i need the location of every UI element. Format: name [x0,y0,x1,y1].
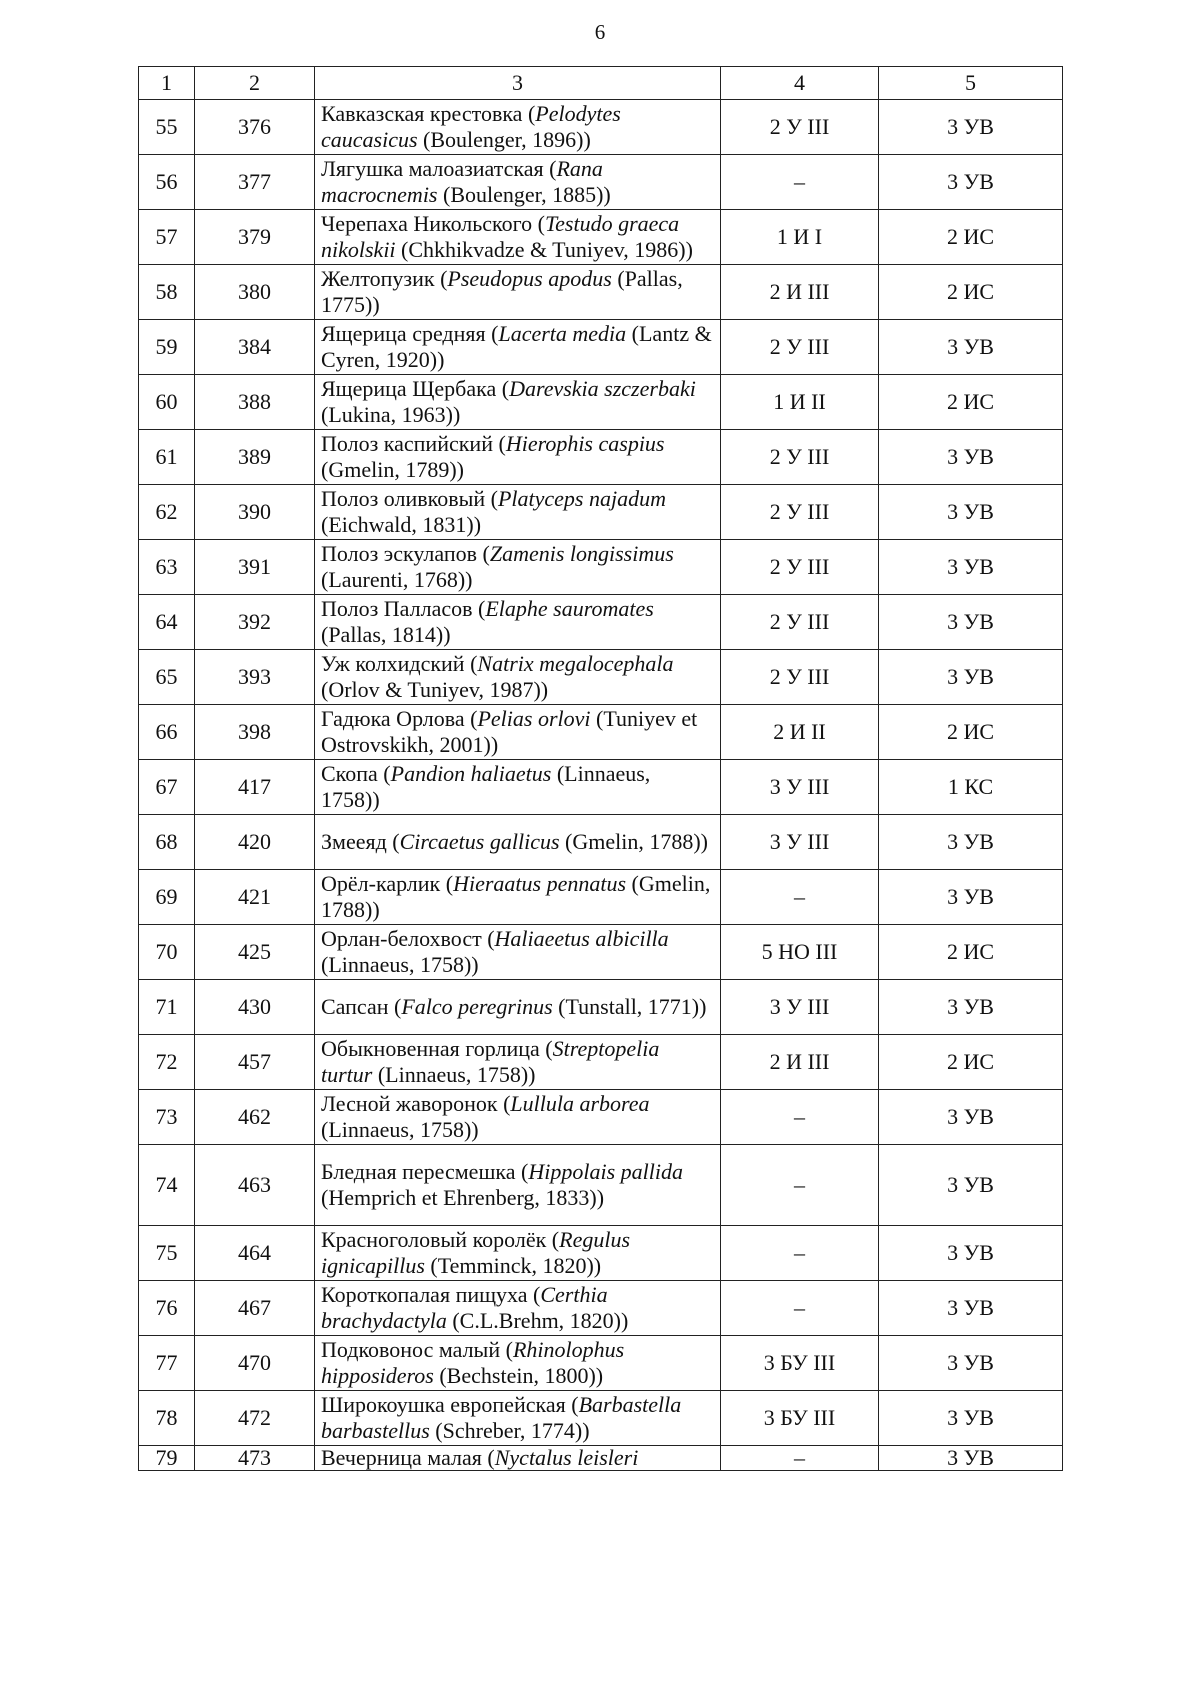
table-row [139,320,1063,375]
category-cell: 2 У III [721,100,879,155]
species-author: (Temminck, 1820)) [430,1253,602,1278]
row-number-cell: 68 [139,815,195,870]
species-name-cell: Желтопузик (Pseudopus apodus (Pallas, 1775)) [315,265,721,320]
species-name-cell: Змееяд (Circaetus gallicus (Gmelin, 1788)) [315,815,721,870]
species-author: (Bechstein, 1800)) [439,1363,604,1388]
species-author: (Boulenger, 1896)) [423,127,591,152]
table-row [139,540,1063,595]
category-cell: 2 У III [721,485,879,540]
table-row [139,980,1063,1035]
species-name-cell: Обыкновенная горлица (Streptopelia turtur (Linnaeus, 1758)) [315,1035,721,1090]
row-number-cell: 60 [139,375,195,430]
species-russian-name: Орлан-белохвост [321,926,482,951]
row-number-cell: 73 [139,1090,195,1145]
species-id-cell: 457 [195,1035,315,1090]
species-id-cell: 464 [195,1226,315,1281]
species-id-cell: 376 [195,100,315,155]
species-author: (Pallas, 1775)) [321,266,683,317]
category-cell: 2 И II [721,705,879,760]
column-header: 1 [139,67,195,100]
category-cell: 2 У III [721,320,879,375]
species-author: (Gmelin, 1789)) [321,457,464,482]
category-cell: 3 БУ III [721,1336,879,1391]
species-latin-name: Testudo graeca nikolskii [321,211,680,262]
category-cell: – [721,1226,879,1281]
row-number-cell: 57 [139,210,195,265]
status-cell: 3 УВ [879,595,1063,650]
species-russian-name: Полоз эскулапов [321,541,477,566]
status-cell: 3 УВ [879,1391,1063,1446]
row-number-cell: 64 [139,595,195,650]
category-cell: 3 БУ III [721,1391,879,1446]
species-table [138,66,1063,1471]
species-id-cell: 473 [195,1446,315,1471]
table-row [139,815,1063,870]
table-row [139,210,1063,265]
table-row [139,155,1063,210]
status-cell: 3 УВ [879,540,1063,595]
species-name-cell: Орёл-карлик (Hieraatus pennatus (Gmelin, 1788)) [315,870,721,925]
row-number-cell: 71 [139,980,195,1035]
species-id-cell: 470 [195,1336,315,1391]
row-number-cell: 63 [139,540,195,595]
species-latin-name: Haliaeetus albicilla [494,926,669,951]
column-header: 4 [721,67,879,100]
status-cell: 2 ИС [879,375,1063,430]
table-row [139,1336,1063,1391]
species-latin-name: Elaphe sauromates [485,596,654,621]
status-cell: 3 УВ [879,320,1063,375]
species-russian-name: Ящерица Щербака [321,376,497,401]
species-name-cell: Короткопалая пищуха (Certhia brachydactyla (C.L.Brehm, 1820)) [315,1281,721,1336]
species-russian-name: Полоз оливковый [321,486,486,511]
table-row [139,265,1063,320]
species-name-cell: Широкоушка европейская (Barbastella barbastellus (Schreber, 1774)) [315,1391,721,1446]
species-id-cell: 425 [195,925,315,980]
row-number-cell: 58 [139,265,195,320]
species-author: (Lukina, 1963)) [321,402,461,427]
species-russian-name: Лягушка малоазиатская [321,156,544,181]
table-row [139,760,1063,815]
table-row [139,375,1063,430]
species-author: (Lantz & Cyren, 1920)) [321,321,712,372]
category-cell: 3 У III [721,980,879,1035]
status-cell: 3 УВ [879,100,1063,155]
species-author: (Schreber, 1774)) [435,1418,590,1443]
species-id-cell: 389 [195,430,315,485]
species-name-cell: Уж колхидский (Natrix megalocephala (Orlov & Tuniyev, 1987)) [315,650,721,705]
row-number-cell: 61 [139,430,195,485]
table-row [139,1391,1063,1446]
row-number-cell: 56 [139,155,195,210]
species-latin-name: Lullula arborea [510,1091,650,1116]
species-russian-name: Короткопалая пищуха [321,1282,528,1307]
species-latin-name: Regulus ignicapillus [321,1227,631,1278]
table-row [139,1226,1063,1281]
status-cell: 2 ИС [879,265,1063,320]
status-cell: 3 УВ [879,430,1063,485]
species-latin-name: Rana macrocnemis [321,156,603,207]
species-latin-name: Nyctalus leisleri [494,1445,639,1470]
category-cell: – [721,1145,879,1226]
row-number-cell: 77 [139,1336,195,1391]
category-cell: – [721,155,879,210]
category-cell: – [721,1281,879,1336]
table-row [139,595,1063,650]
species-author: (Gmelin, 1788)) [565,829,708,854]
species-russian-name: Гадюка Орлова [321,706,465,731]
species-id-cell: 420 [195,815,315,870]
species-name-cell: Ящерица средняя (Lacerta media (Lantz & Cyren, 1920)) [315,320,721,375]
row-number-cell: 69 [139,870,195,925]
status-cell: 3 УВ [879,815,1063,870]
species-russian-name: Скопа [321,761,378,786]
species-russian-name: Сапсан [321,994,389,1019]
species-name-cell: Лягушка малоазиатская (Rana macrocnemis (Boulenger, 1885)) [315,155,721,210]
category-cell: – [721,1446,879,1471]
species-russian-name: Ящерица средняя [321,321,486,346]
species-id-cell: 467 [195,1281,315,1336]
page-number: 6 [594,20,606,44]
species-id-cell: 421 [195,870,315,925]
table-row [139,100,1063,155]
species-russian-name: Широкоушка европейская [321,1392,566,1417]
status-cell: 3 УВ [879,1145,1063,1226]
species-id-cell: 392 [195,595,315,650]
status-cell: 2 ИС [879,925,1063,980]
species-id-cell: 391 [195,540,315,595]
species-russian-name: Орёл-карлик [321,871,441,896]
species-latin-name: Pelias orlovi [477,706,591,731]
species-table-body [139,67,1063,1471]
species-latin-name: Certhia brachydactyla [321,1282,608,1333]
row-number-cell: 67 [139,760,195,815]
species-id-cell: 380 [195,265,315,320]
status-cell: 2 ИС [879,705,1063,760]
category-cell: 2 У III [721,540,879,595]
species-id-cell: 379 [195,210,315,265]
table-header-row [139,67,1063,100]
status-cell: 3 УВ [879,980,1063,1035]
row-number-cell: 74 [139,1145,195,1226]
category-cell: – [721,870,879,925]
table-row [139,1281,1063,1336]
category-cell: – [721,1090,879,1145]
species-latin-name: Pandion haliaetus [390,761,552,786]
species-id-cell: 462 [195,1090,315,1145]
status-cell: 3 УВ [879,1281,1063,1336]
species-latin-name: Streptopelia turtur [321,1036,660,1087]
category-cell: 1 И I [721,210,879,265]
status-cell: 3 УВ [879,1336,1063,1391]
species-latin-name: Circaetus gallicus [399,829,560,854]
row-number-cell: 59 [139,320,195,375]
status-cell: 3 УВ [879,1090,1063,1145]
status-cell: 1 КС [879,760,1063,815]
column-header: 3 [315,67,721,100]
species-russian-name: Лесной жаворонок [321,1091,498,1116]
species-latin-name: Zamenis longissimus [489,541,674,566]
table-row [139,1145,1063,1226]
species-name-cell: Вечерница малая (Nyctalus leisleri [315,1446,721,1471]
species-name-cell: Подковонос малый (Rhinolophus hipposideros (Bechstein, 1800)) [315,1336,721,1391]
category-cell: 2 У III [721,650,879,705]
species-author: (Linnaeus, 1758)) [377,1062,536,1087]
category-cell: 2 У III [721,595,879,650]
species-id-cell: 463 [195,1145,315,1226]
species-author: (Gmelin, 1788)) [321,871,711,922]
category-cell: 5 НО III [721,925,879,980]
species-russian-name: Подковонос малый [321,1337,501,1362]
species-id-cell: 398 [195,705,315,760]
row-number-cell: 55 [139,100,195,155]
table-row [139,870,1063,925]
species-name-cell: Лесной жаворонок (Lullula arborea (Linnaeus, 1758)) [315,1090,721,1145]
status-cell: 3 УВ [879,485,1063,540]
species-author: (Linnaeus, 1758)) [321,952,479,977]
species-russian-name: Кавказская крестовка [321,101,523,126]
row-number-cell: 75 [139,1226,195,1281]
species-id-cell: 377 [195,155,315,210]
status-cell: 3 УВ [879,155,1063,210]
row-number-cell: 70 [139,925,195,980]
category-cell: 2 И III [721,1035,879,1090]
species-author: (Tunstall, 1771)) [558,994,707,1019]
species-author: (Linnaeus, 1758)) [321,1117,479,1142]
species-latin-name: Natrix megalocephala [477,651,674,676]
species-id-cell: 417 [195,760,315,815]
table-row [139,1090,1063,1145]
species-id-cell: 390 [195,485,315,540]
species-name-cell: Скопа (Pandion haliaetus (Linnaeus, 1758)) [315,760,721,815]
species-latin-name: Falco peregrinus [401,994,553,1019]
species-author: (Boulenger, 1885)) [443,182,611,207]
species-author: (Pallas, 1814)) [321,622,451,647]
species-author: (Laurenti, 1768)) [321,567,473,592]
species-name-cell: Ящерица Щербака (Darevskia szczerbaki (Lukina, 1963)) [315,375,721,430]
species-russian-name: Змееяд [321,829,387,854]
table-row [139,1035,1063,1090]
status-cell: 2 ИС [879,1035,1063,1090]
species-latin-name: Platyceps najadum [497,486,666,511]
row-number-cell: 78 [139,1391,195,1446]
status-cell: 3 УВ [879,1446,1063,1471]
species-id-cell: 430 [195,980,315,1035]
row-number-cell: 79 [139,1446,195,1471]
species-author: (Tuniyev et Ostrovskikh, 2001)) [321,706,698,757]
category-cell: 2 У III [721,430,879,485]
row-number-cell: 72 [139,1035,195,1090]
species-latin-name: Barbastella barbastellus [321,1392,682,1443]
species-name-cell: Полоз эскулапов (Zamenis longissimus (Laurenti, 1768)) [315,540,721,595]
species-author: (Chkhikvadze & Tuniyev, 1986)) [401,237,693,262]
species-latin-name: Darevskia szczerbaki [509,376,696,401]
species-name-cell: Красноголовый королёк (Regulus ignicapillus (Temminck, 1820)) [315,1226,721,1281]
species-latin-name: Hippolais pallida [528,1159,683,1184]
species-name-cell: Орлан-белохвост (Haliaeetus albicilla (Linnaeus, 1758)) [315,925,721,980]
row-number-cell: 62 [139,485,195,540]
species-author: (Hemprich et Ehrenberg, 1833)) [321,1185,605,1210]
species-russian-name: Черепаха Никольского [321,211,533,236]
species-name-cell: Черепаха Никольского (Testudo graeca nikolskii (Chkhikvadze & Tuniyev, 1986)) [315,210,721,265]
species-latin-name: Lacerta media [498,321,627,346]
table-row [139,1446,1063,1471]
row-number-cell: 66 [139,705,195,760]
category-cell: 2 И III [721,265,879,320]
species-name-cell: Бледная пересмешка (Hippolais pallida (Hemprich et Ehrenberg, 1833)) [315,1145,721,1226]
species-latin-name: Pelodytes caucasicus [321,101,621,152]
status-cell: 3 УВ [879,1226,1063,1281]
species-latin-name: Hierophis caspius [505,431,665,456]
species-name-cell: Гадюка Орлова (Pelias orlovi (Tuniyev et Ostrovskikh, 2001)) [315,705,721,760]
status-cell: 3 УВ [879,870,1063,925]
row-number-cell: 76 [139,1281,195,1336]
species-name-cell: Полоз оливковый (Platyceps najadum (Eichwald, 1831)) [315,485,721,540]
species-latin-name: Hieraatus pennatus [453,871,627,896]
row-number-cell: 65 [139,650,195,705]
species-author: (Eichwald, 1831)) [321,512,482,537]
column-header: 2 [195,67,315,100]
species-name-cell: Полоз Палласов (Elaphe sauromates (Pallas, 1814)) [315,595,721,650]
species-name-cell: Полоз каспийский (Hierophis caspius (Gmelin, 1789)) [315,430,721,485]
species-russian-name: Обыкновенная горлица [321,1036,540,1061]
species-name-cell: Сапсан (Falco peregrinus (Tunstall, 1771)) [315,980,721,1035]
category-cell: 3 У III [721,760,879,815]
species-id-cell: 393 [195,650,315,705]
table-row [139,430,1063,485]
species-latin-name: Pseudopus apodus [447,266,612,291]
species-russian-name: Полоз Палласов [321,596,473,621]
species-author: (Linnaeus, 1758)) [321,761,651,812]
table-row [139,925,1063,980]
species-name-cell: Кавказская крестовка (Pelodytes caucasicus (Boulenger, 1896)) [315,100,721,155]
status-cell: 2 ИС [879,210,1063,265]
species-latin-name: Rhinolophus hipposideros [321,1337,625,1388]
column-header: 5 [879,67,1063,100]
species-id-cell: 384 [195,320,315,375]
table-row [139,485,1063,540]
species-russian-name: Полоз каспийский [321,431,493,456]
category-cell: 1 И II [721,375,879,430]
category-cell: 3 У III [721,815,879,870]
table-row [139,650,1063,705]
species-author: (Orlov & Tuniyev, 1987)) [321,677,549,702]
table-row [139,705,1063,760]
species-id-cell: 472 [195,1391,315,1446]
species-russian-name: Бледная пересмешка [321,1159,516,1184]
species-russian-name: Желтопузик [321,266,435,291]
species-author: (C.L.Brehm, 1820)) [452,1308,629,1333]
species-russian-name: Вечерница малая [321,1445,482,1470]
status-cell: 3 УВ [879,650,1063,705]
species-russian-name: Уж колхидский [321,651,465,676]
species-russian-name: Красноголовый королёк [321,1227,547,1252]
species-id-cell: 388 [195,375,315,430]
